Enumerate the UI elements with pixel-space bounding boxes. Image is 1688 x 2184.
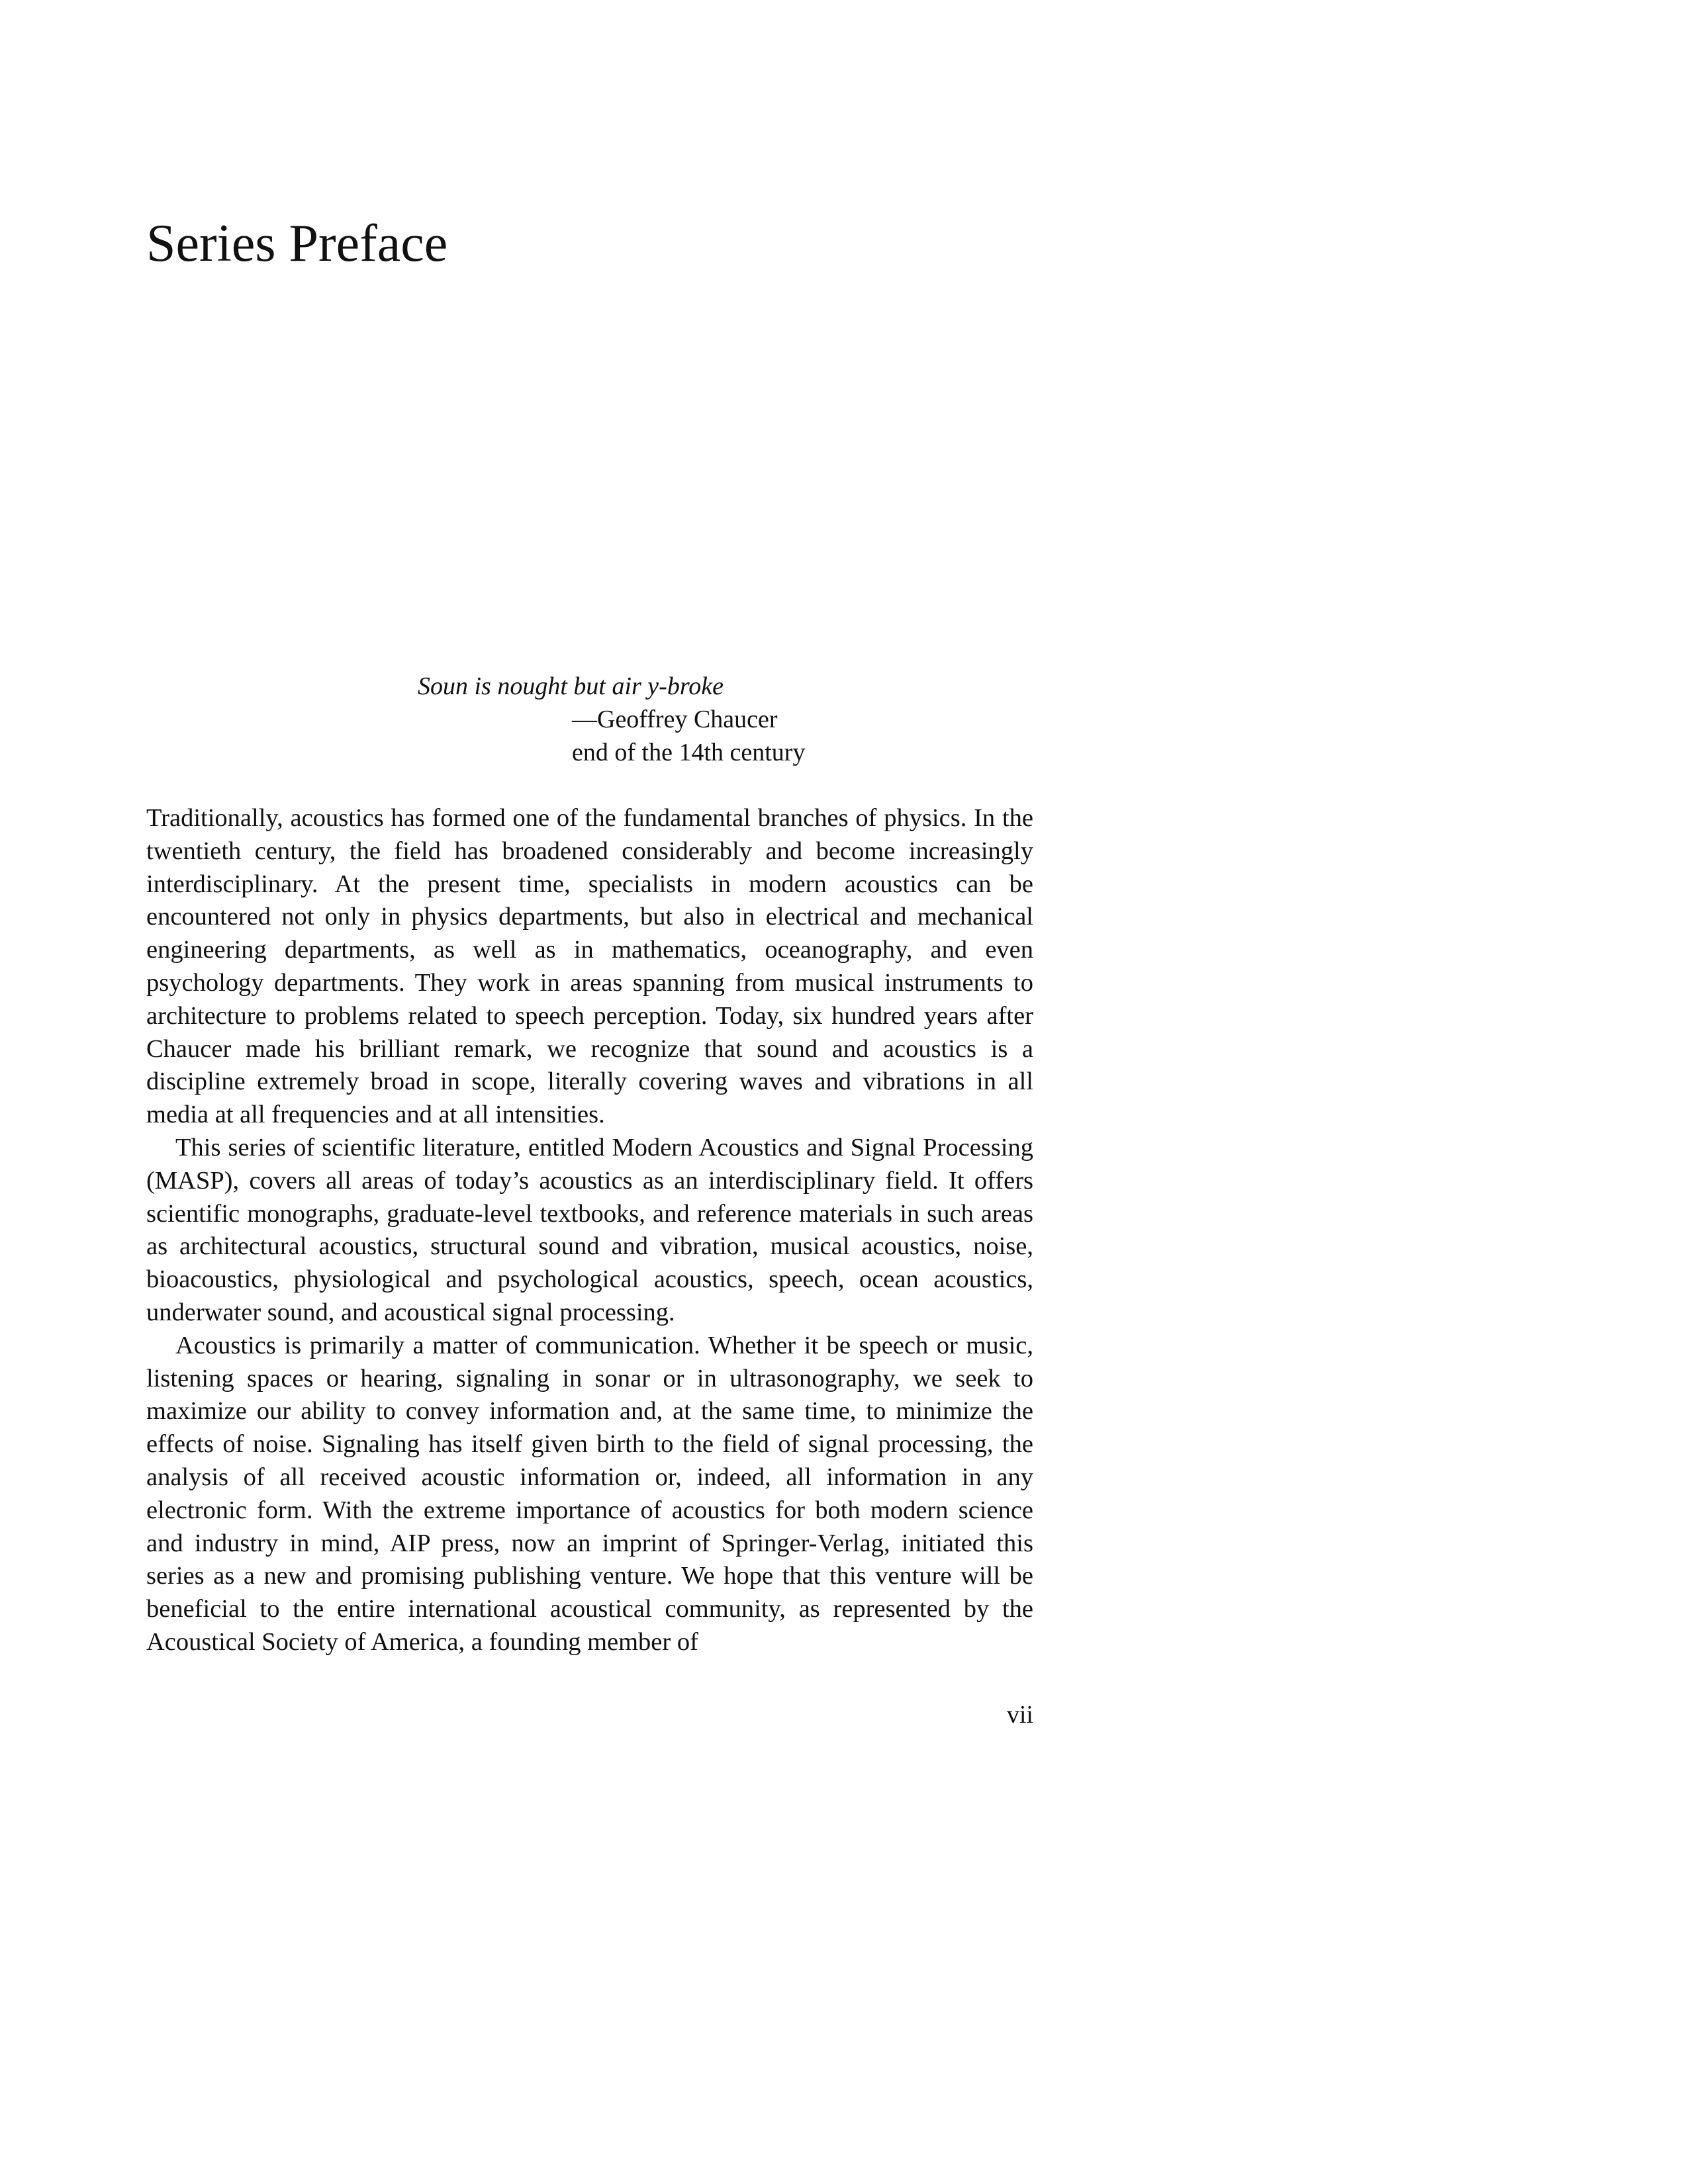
epigraph-date: end of the 14th century — [572, 739, 806, 766]
page-title: Series Preface — [146, 214, 448, 273]
paragraph-3: Acoustics is primarily a matter of communication. Whether it be speech or music, listening spaces or hearing, signaling in sonar or in ultrasonography, we seek to maximize our ability to convey information and, at the same time, to minimize the effects of noise. Signaling has itself given birth to the field of signal processing, the analysis of all received acoustic information or, indeed, all information in any electronic form. With the extreme importance of acoustics for both modern science and industry in mind, AIP press, now an imprint of Springer-Verlag, initiated this series as a new and promising publishing venture. We hope that this venture will be beneficial to the entire international acoustical community, as represented by the Acoustical Society of America, a founding member of — [146, 1331, 1033, 1656]
paragraph-1: Traditionally, acoustics has formed one of the fundamental branches of physics. In the twentieth century, the field has broadened considerably and become increasingly interdisciplinary. At the present time, specialists in modern acoustics can be encountered not only in physics departments, but also in electrical and mechanical engineering departments, as well as in mathematics, oceanography, and even psychology departments. They work in areas spanning from musical instruments to architecture to problems related to speech perception. Today, six hundred years after Chaucer made his brilliant remark, we recognize that sound and acoustics is a discipline extremely broad in scope, literally covering waves and vibrations in all media at all frequencies and at all intensities. — [146, 804, 1033, 1129]
page-number: vii — [1006, 1701, 1033, 1729]
epigraph-quote: Soun is nought but air y-broke — [418, 672, 724, 700]
paragraph-2: This series of scientific literature, entitled Modern Acoustics and Signal Processing (MASP), covers all areas of today’s acoustics as an interdisciplinary field. It offers scientific monographs, graduate-level textbooks, and reference materials in such areas as architectural acoustics, structural sound and vibration, musical acoustics, noise, bioacoustics, physiological and psychological acoustics, speech, ocean acoustics, underwater sound, and acoustical signal processing. — [146, 1133, 1033, 1326]
epigraph-attribution: —Geoffrey Chaucer — [572, 705, 778, 733]
preface-body — [146, 802, 1033, 1659]
